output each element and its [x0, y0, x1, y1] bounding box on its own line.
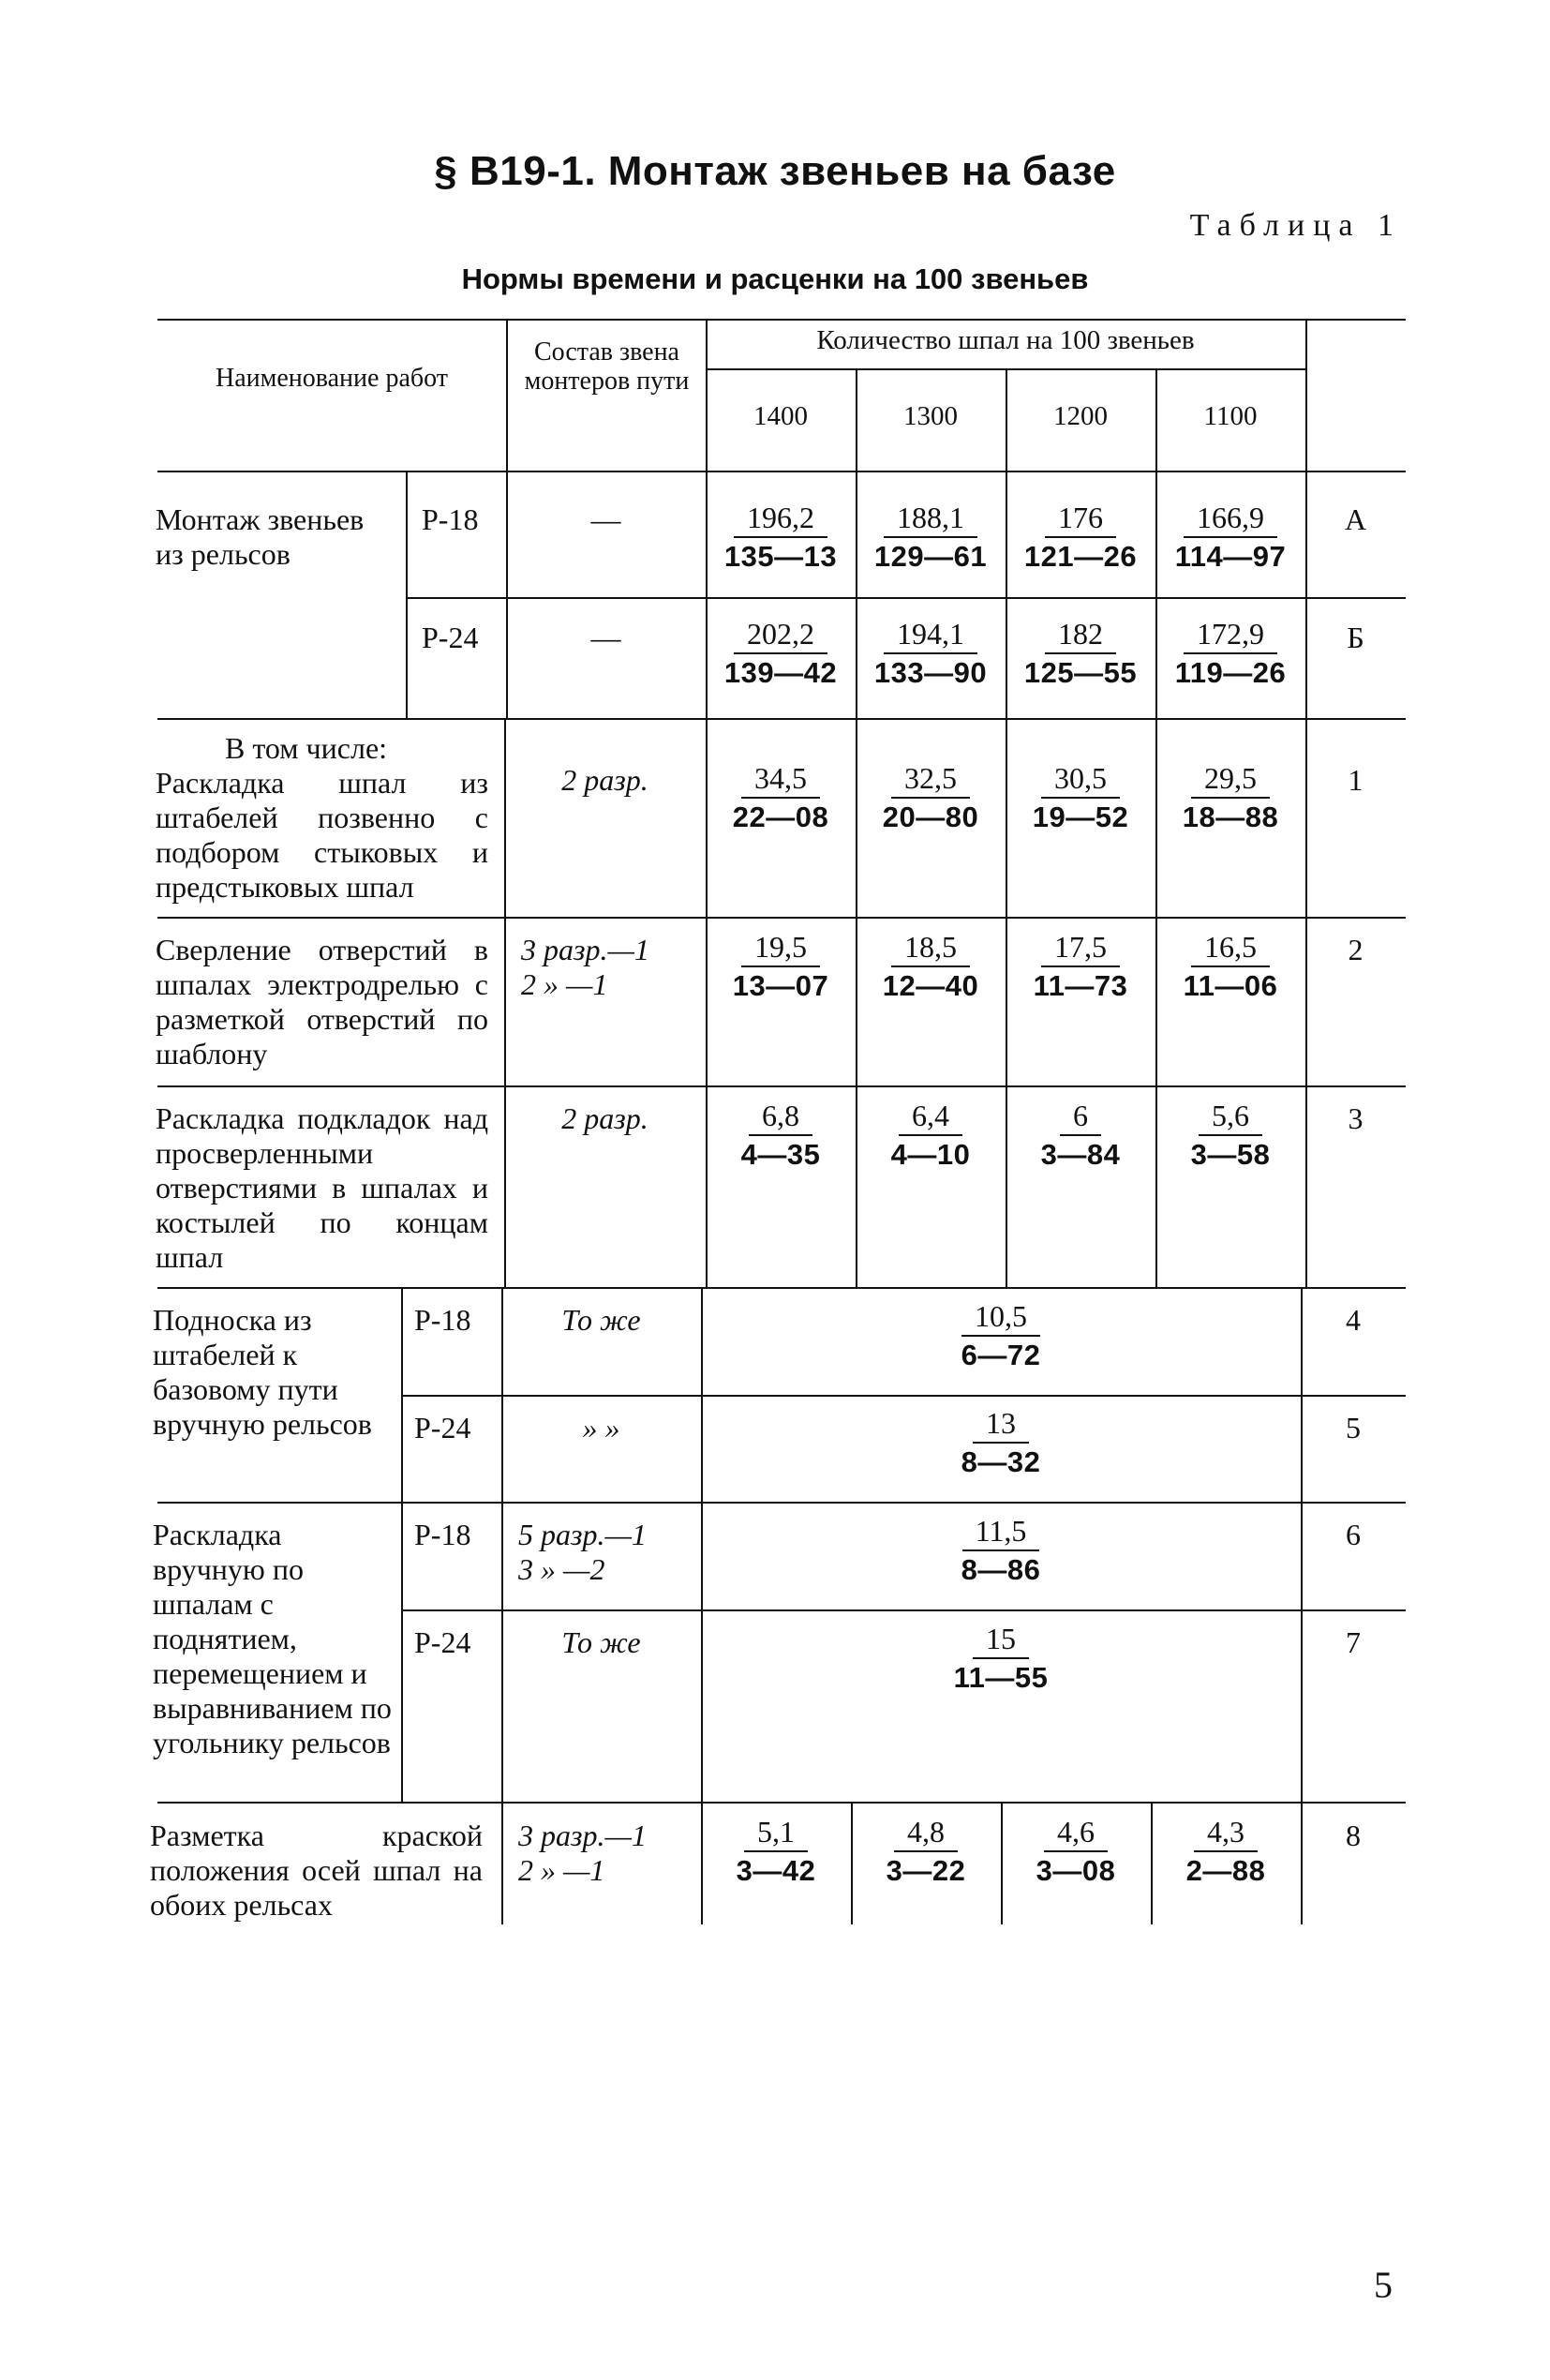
norm-value: $\frac{6}{3—84}$ [1040, 1099, 1121, 1171]
norm-value: $\frac{19,5}{13—07}$ [732, 930, 829, 1002]
crew-cell: То же [561, 1303, 641, 1337]
norm-value: $\frac{18,5}{12—40}$ [882, 930, 979, 1002]
row-number: 3 [1348, 1101, 1364, 1135]
crew-cell: — [590, 621, 621, 654]
work-name: Подноска из штабелей к базовому пути вручную рельсов [153, 1303, 372, 1441]
norm-value: $\frac{5,6}{3—58}$ [1190, 1099, 1271, 1171]
row-number: 8 [1346, 1819, 1361, 1852]
work-name: Сверление отверстий в шпалах электродрелью с разметкой отверстий по шаблону [156, 933, 488, 1070]
crew-line: 3 разр.—1 [521, 933, 649, 966]
column-1200: 1200 [1053, 401, 1108, 431]
norm-value: $\frac{202,2}{139—42}$ [723, 617, 838, 689]
norm-value: $\frac{6,8}{4—35}$ [740, 1099, 821, 1171]
norm-value: $\frac{13}{8—32}$ [961, 1406, 1041, 1478]
column-1100: 1100 [1203, 401, 1258, 431]
crew-cell: То же [561, 1625, 641, 1659]
norm-value: $\frac{15}{11—55}$ [953, 1622, 1049, 1694]
row-letter: А [1344, 502, 1367, 536]
work-name-assembly: Монтаж звеньев из рельсов [156, 502, 365, 571]
row-number: 7 [1346, 1625, 1361, 1659]
norm-value: $\frac{194,1}{133—90}$ [873, 617, 988, 689]
norm-value: $\frac{196,2}{135—13}$ [723, 501, 838, 573]
norm-value: $\frac{188,1}{129—61}$ [873, 501, 988, 573]
row-intro: В том числе: [225, 731, 388, 765]
row-letter: Б [1347, 621, 1364, 654]
norm-value: $\frac{32,5}{20—80}$ [882, 761, 979, 833]
work-name: Раскладка подкладок над просверленными отверстиями в шпалах и костылей по концам шпал [156, 1101, 488, 1274]
norm-value: $\frac{16,5}{11—06}$ [1183, 930, 1278, 1002]
header-work-name: Наименование работ [216, 364, 448, 393]
norm-value: $\frac{4,3}{2—88}$ [1185, 1815, 1266, 1887]
norm-value: $\frac{166,9}{114—97}$ [1174, 501, 1287, 573]
norm-value: $\frac{182}{125—55}$ [1023, 617, 1138, 689]
crew-cell: 2 разр. [561, 763, 648, 797]
header-sleepers-count: Количество шпал на 100 звеньев [816, 325, 1195, 355]
row-number: 1 [1348, 763, 1364, 797]
table-label: Таблица 1 [1189, 208, 1402, 243]
norm-value: $\frac{4,6}{3—08}$ [1036, 1815, 1116, 1887]
rail-type: Р-18 [414, 1518, 471, 1551]
norm-value: $\frac{176}{121—26}$ [1023, 501, 1138, 573]
crew-cell: 2 разр. [561, 1101, 648, 1135]
header-crew: Состав звена монтеров пути [524, 337, 690, 396]
rail-type: Р-24 [414, 1411, 471, 1444]
crew-line: 2 » —1 [521, 967, 608, 1001]
row-number: 5 [1346, 1411, 1361, 1444]
norm-value: $\frac{30,5}{19—52}$ [1032, 761, 1129, 833]
row-number: 2 [1348, 933, 1364, 966]
page-number: 5 [1374, 2264, 1393, 2306]
work-name: Раскладка шпал из штабелей позвенно с подбором стыковых и предстыковых шпал [156, 766, 488, 904]
norm-value: $\frac{10,5}{6—72}$ [961, 1299, 1041, 1371]
norm-value: $\frac{5,1}{3—42}$ [736, 1815, 816, 1887]
crew-line: 3 » —2 [518, 1552, 605, 1586]
crew-line: 3 разр.—1 [518, 1819, 647, 1852]
page-title: § В19-1. Монтаж звеньев на базе [434, 148, 1116, 194]
norm-value: $\frac{11,5}{8—86}$ [961, 1514, 1041, 1586]
norm-value: $\frac{6,4}{4—10}$ [890, 1099, 971, 1171]
norm-value: $\frac{29,5}{18—88}$ [1182, 761, 1279, 833]
norm-value: $\frac{34,5}{22—08}$ [732, 761, 829, 833]
crew-line: 5 разр.—1 [518, 1518, 647, 1551]
norm-value: $\frac{17,5}{11—73}$ [1033, 930, 1128, 1002]
rail-type: Р-18 [422, 502, 479, 536]
table-subtitle: Нормы времени и расценки на 100 звеньев [461, 262, 1089, 295]
row-number: 6 [1346, 1518, 1361, 1551]
work-name: Разметка краской положения осей шпал на обоих рельсах [150, 1819, 483, 1922]
crew-cell: — [590, 502, 621, 536]
column-1300: 1300 [903, 401, 958, 431]
rail-type: Р-24 [414, 1625, 471, 1659]
norm-value: $\frac{172,9}{119—26}$ [1174, 617, 1287, 689]
rail-type: Р-24 [422, 621, 479, 654]
crew-cell: » » [582, 1411, 620, 1444]
norm-value: $\frac{4,8}{3—22}$ [886, 1815, 966, 1887]
work-name: Раскладка вручную по шпалам с поднятием, перемещением и выравниванием по угольнику рельсов [153, 1518, 392, 1759]
rail-type: Р-18 [414, 1303, 471, 1337]
row-number: 4 [1346, 1303, 1361, 1337]
crew-line: 2 » —1 [518, 1853, 605, 1887]
column-1400: 1400 [753, 401, 808, 431]
